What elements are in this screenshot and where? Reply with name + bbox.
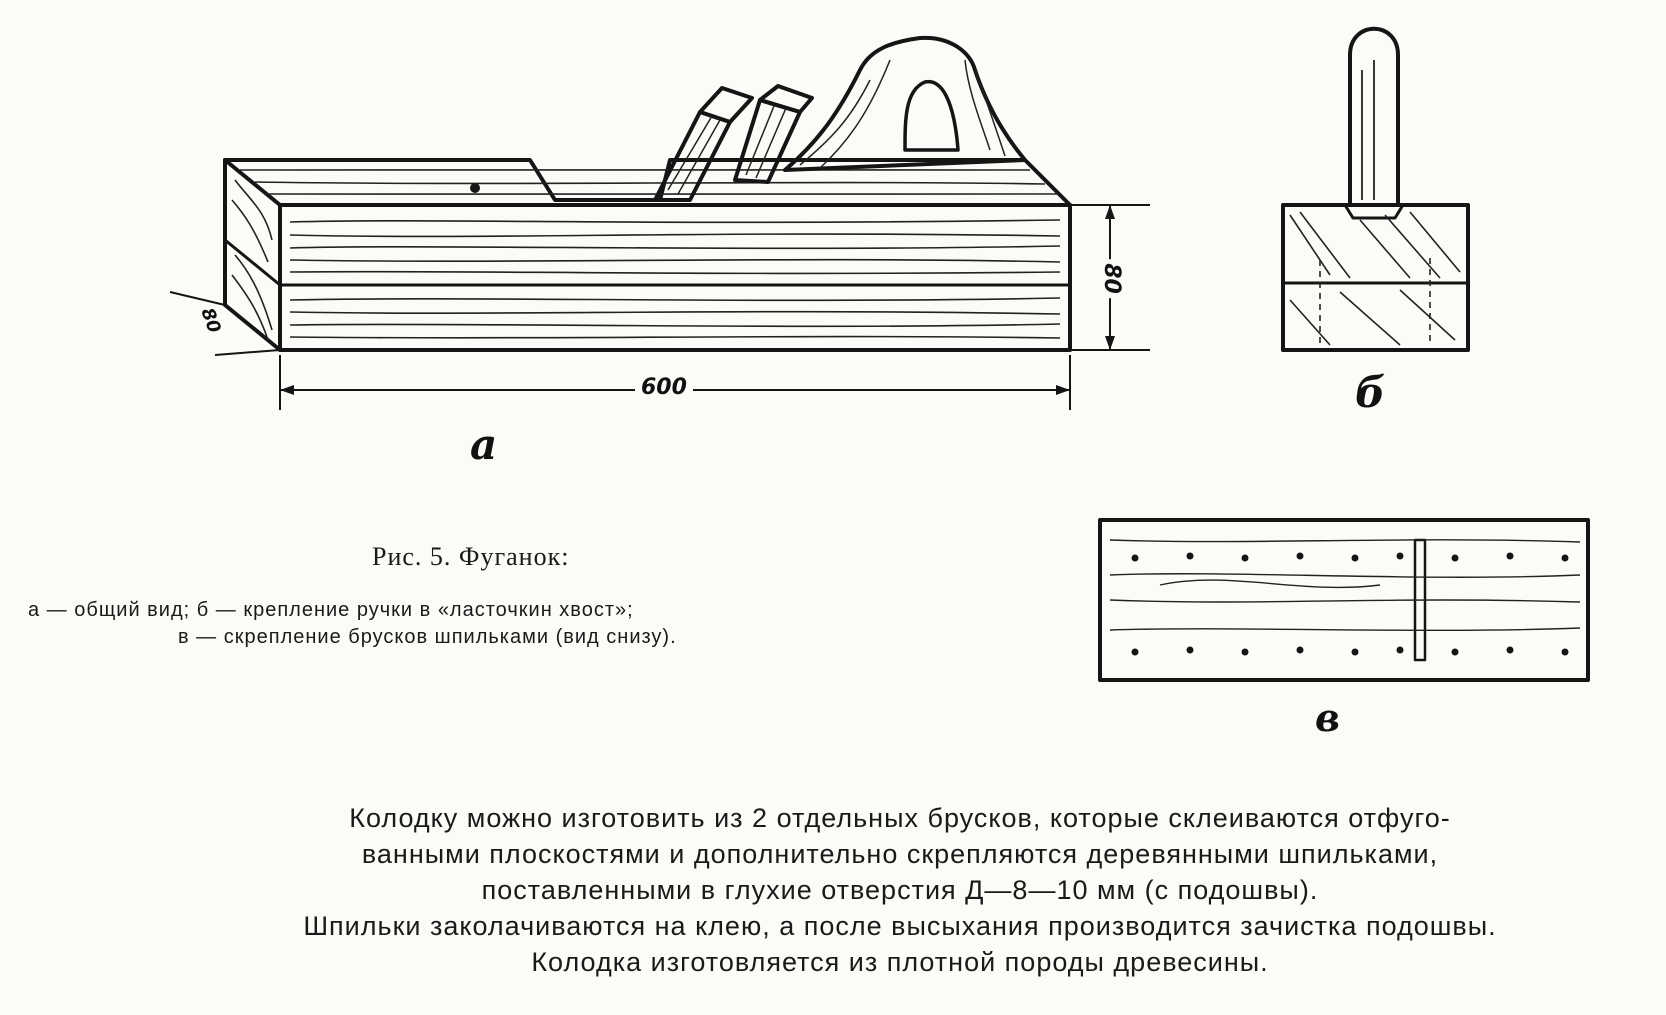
body-paragraph — [150, 800, 1650, 980]
bottom-view — [1100, 520, 1588, 680]
part-label-b: б — [1355, 368, 1386, 417]
dimension-height-label: 80 — [1099, 259, 1124, 298]
body-line: Колодку можно изготовить из 2 отдельных брусков, которые склеиваются отфуго- — [349, 803, 1451, 833]
part-label-a: а — [470, 420, 498, 469]
caption-line: в — скрепление брусков шпильками (вид снизу). — [178, 626, 677, 648]
plane-general-view — [170, 38, 1150, 410]
dimension-length-label: 600 — [635, 375, 693, 400]
body-line: Шпильки заколачиваются на клею, а после высыхания производится зачистка подошвы. — [303, 911, 1497, 941]
body-line: Колодка изготовляется из плотной породы древесины. — [531, 947, 1269, 977]
body-line: ванными плоскостями и дополнительно скрепляются деревянными шпильками, — [361, 839, 1439, 869]
dovetail-handle-view — [1283, 29, 1468, 350]
dimension-width-label: 80 — [196, 305, 225, 336]
figure-caption-description — [28, 597, 918, 651]
plane-handle — [785, 38, 1025, 170]
part-label-v: в — [1315, 695, 1340, 740]
caption-line: а — общий вид; б — крепление ручки в «ласточкин хвост»; — [28, 599, 634, 621]
wood-grain — [232, 169, 1060, 340]
figure-caption-title: Рис. 5. Фуганок: — [372, 542, 570, 571]
body-line: поставленными в глухие отверстия Д—8—10 мм (с подошвы). — [481, 875, 1319, 905]
